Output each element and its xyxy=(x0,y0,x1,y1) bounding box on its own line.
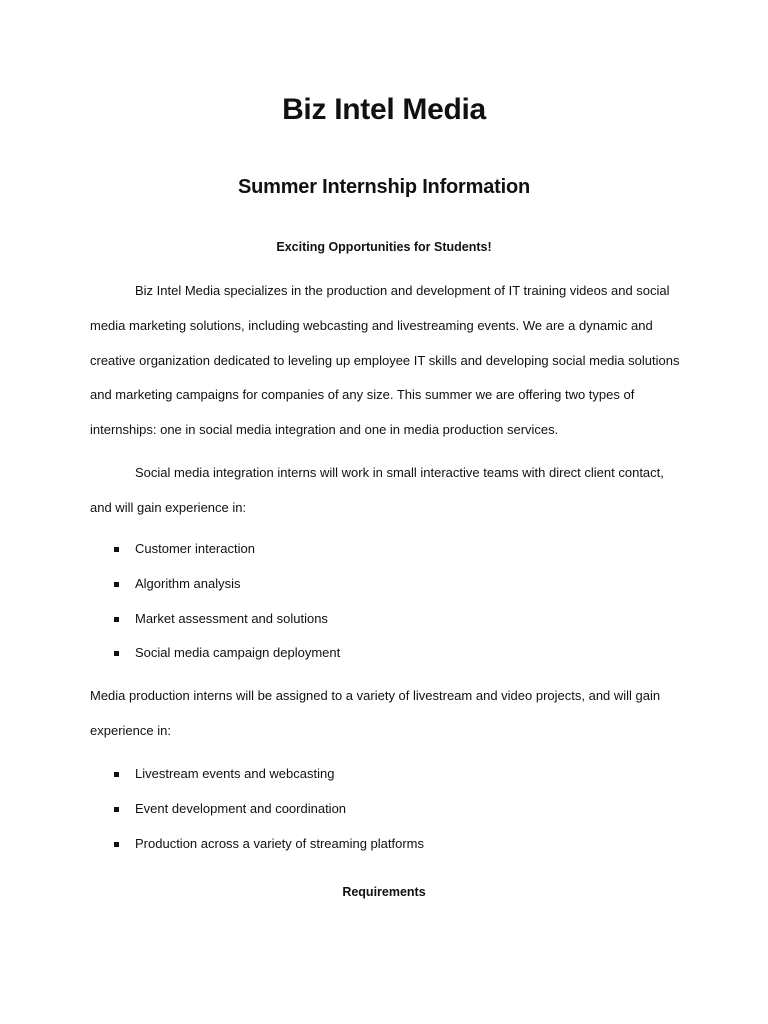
list-item xyxy=(90,757,680,792)
square-bullet-icon xyxy=(114,547,119,552)
square-bullet-icon xyxy=(114,807,119,812)
intro-paragraph-text: Biz Intel Media specializes in the production and development of IT training videos and social media marketing solutions, including webcasting and livestreaming events. We are a dynamic and creative organization dedicated to leveling up employee IT skills and developing social media solutions and marketing campaigns for companies of any size. This summer we are offering two types of internships: one in social media integration and one in media production services. xyxy=(90,283,680,438)
list-item-text: Social media campaign deployment xyxy=(135,645,341,661)
social-media-paragraph-text: Social media integration interns will work in small interactive teams with direct client contact, and will gain experience in: xyxy=(90,465,664,515)
tagline: Exciting Opportunities for Students! xyxy=(276,240,492,254)
requirements-heading: Requirements xyxy=(342,885,426,899)
list-item-text: Algorithm analysis xyxy=(135,575,241,591)
social-media-experience-list xyxy=(90,532,680,671)
list-item xyxy=(90,567,680,602)
list-item-text: Customer interaction xyxy=(135,541,255,556)
square-bullet-icon xyxy=(114,842,119,847)
list-item xyxy=(90,827,680,862)
square-bullet-icon xyxy=(114,582,119,587)
list-item xyxy=(90,636,680,671)
media-production-paragraph: Media production interns will be assigned to a variety of livestream and video projects, and will gain experience in: xyxy=(90,688,661,738)
document-title: Biz Intel Media xyxy=(282,93,486,126)
document-subtitle: Summer Internship Information xyxy=(237,176,530,198)
list-item-text: Livestream events and webcasting xyxy=(135,766,335,781)
intro-paragraph xyxy=(90,274,680,448)
list-item-text: Event development and coordination xyxy=(135,800,347,816)
square-bullet-icon xyxy=(114,772,119,777)
square-bullet-icon xyxy=(114,651,119,656)
list-item-text: Market assessment and solutions xyxy=(135,610,328,626)
square-bullet-icon xyxy=(114,617,119,622)
media-production-experience-list xyxy=(90,757,680,861)
list-item-text: Production across a variety of streaming platforms xyxy=(135,835,425,851)
list-item xyxy=(90,602,680,637)
list-item xyxy=(90,532,680,567)
social-media-paragraph xyxy=(90,456,680,526)
list-item xyxy=(90,792,680,827)
